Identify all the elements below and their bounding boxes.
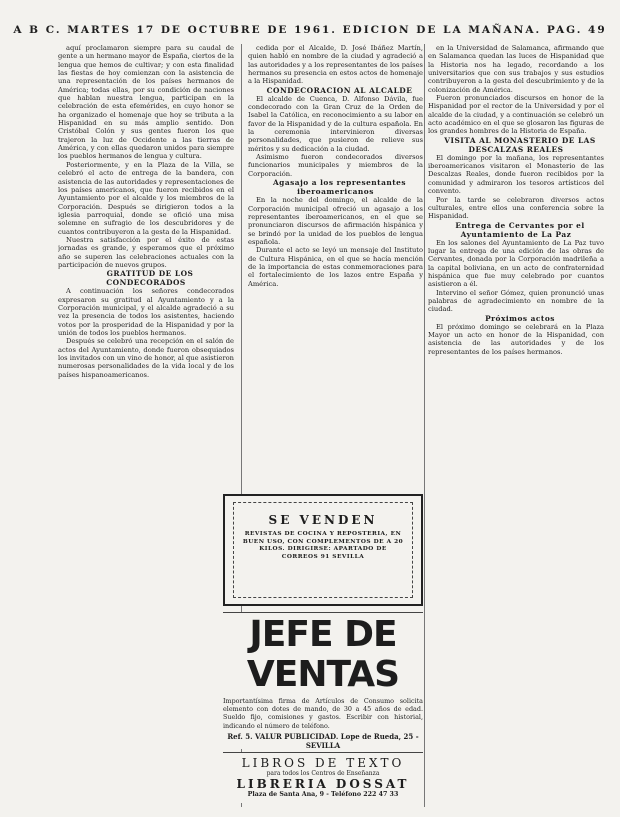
- paragraph: En la noche del domingo, el alcalde de la Corporación municipal ofreció un agasajo a los representantes iberoamericanos, en el que se pronunciaron discursos de afirmación hispánica y se brindó por la unidad de los pueblos de lengua española.: [248, 196, 423, 246]
- section-heading: VISITA AL MONASTERIO DE LAS DESCALZAS REALES: [444, 135, 596, 154]
- column-left: [58, 44, 234, 809]
- section-heading: Agasajo a los representantes iberoamericanos: [272, 178, 407, 197]
- paragraph: A continuación los señores condecorados expresaron su gratitud al Ayuntamiento y a la Corporación municipal, y el alcalde agradeció a su vez la presencia de todos los asistentes, haciendo votos por la prosperidad de la Hispanidad y por la unión de todos los pueblos hermanos.: [58, 287, 234, 337]
- ad-headline: JEFE DE VENTAS: [246, 614, 400, 695]
- column-divider: [424, 44, 425, 807]
- paragraph: El domingo por la mañana, los representantes iberoamericanos visitaron el Monasterio de las Descalzas Reales, donde fueron recibidos por la comunidad y admiraron los tesoros artísticos del convento.: [428, 153, 604, 196]
- ad-body: Importantísima firma de Artículos de Consumo solicita elemento con dotes de mando, de 30 a 45 años de edad. Sueldo fijo, comisiones y gastos. Escribir con historial, indicando el número de teléfono.: [223, 697, 423, 730]
- column-center: [248, 44, 423, 487]
- column-right: [428, 44, 604, 809]
- job-ad: [223, 612, 423, 749]
- ad-line: LIBROS DE TEXTO: [241, 756, 405, 770]
- ad-line: Plaza de Santa Ana, 9 - Teléfono 222 47 33: [247, 791, 399, 798]
- bookstore-ad: [223, 752, 423, 803]
- paragraph: aquí proclamaron siempre para su caudal de gente a un hermano mayor de España, ciertos de la lengua que hemos de cultivar; y con esta finalidad las fiestas de hoy comienzan con la asistencia de una representación de los países hermanos de América; todas ellas, por su condición de naciones que hablan nuestra lengua, participan en la celebración de esta efemérides, en cuyo honor se ha organizado el homenaje que hoy se tributa a la Hispanidad en su más amplio sentido. Don Cristóbal Colón y sus gentes fueron los que trajeron la luz de Occidente a las tierras de América, y con ellas quedaron unidos para siempre los pueblos hermanos de lengua y cultura.: [58, 44, 234, 161]
- ad-border: [233, 502, 413, 598]
- ad-title: SE VENDEN: [268, 513, 378, 527]
- paragraph: El alcalde de Cuenca, D. Alfonso Dávila, fue condecorado con la Gran Cruz de la Orden de Isabel la Católica, en reconocimiento a su labor en favor de la Hispanidad y de la cultura española. En la ceremonia intervinieron diversas personalidades, que pusieron de relieve sus méritos y su dedicación a la ciudad.: [248, 94, 423, 153]
- paragraph: Intervino el señor Gómez, quien pronunció unas palabras de agradecimiento en nombre de la ciudad.: [428, 288, 604, 314]
- section-heading: Próximos actos: [485, 313, 555, 323]
- paragraph: Por la tarde se celebraron diversos actos culturales, entre ellos una conferencia sobre la Hispanidad.: [428, 195, 604, 221]
- ad-address: Ref. 5. VALUR PUBLICIDAD. Lope de Rueda, 25 - SEVILLA: [227, 731, 419, 750]
- ad-body: REVISTAS DE COCINA Y REPOSTERIA, EN BUEN USO, CON COMPLEMENTOS DE A 20 KILOS. DIRIGIRSE: APARTADO DE CORREOS 91 SEVILLA: [242, 531, 404, 560]
- paragraph: Asimismo fueron condecorados diversos funcionarios municipales y miembros de la Corporación.: [248, 153, 423, 178]
- paragraph: Nuestra satisfacción por el éxito de estas jornadas es grande, y esperamos que el próximo año se superen las celebraciones actuales con la participación de nuevos grupos.: [58, 235, 234, 269]
- page-header: A B C. MARTES 17 DE OCTUBRE DE 1961. EDICION DE LA MAÑANA. PAG. 49: [13, 24, 607, 36]
- section-heading: CONDECORACION AL ALCALDE: [266, 85, 413, 95]
- section-heading: GRATITUD DE LOS CONDECORADOS: [106, 269, 194, 288]
- ad-line: LIBRERIA DOSSAT: [236, 777, 410, 791]
- ad-line: para todos los Centros de Enseñanza: [266, 770, 380, 777]
- paragraph: Después se celebró una recepción en el salón de actos del Ayuntamiento, donde fueron obsequiados los invitados con un vino de honor, al que asistieron numerosas personalidades de la vida local y de los países hispanoamericanos.: [58, 337, 234, 379]
- paragraph: El próximo domingo se celebrará en la Plaza Mayor un acto en honor de la Hispanidad, con asistencia de las autoridades y de los representantes de los países hermanos.: [428, 322, 604, 356]
- classified-ad-for-sale: [223, 494, 423, 606]
- paragraph: Fueron pronunciados discursos en honor de la Hispanidad por el rector de la Universidad y por el alcalde de la ciudad, y a continuación se celebró un acto académico en el que se glosaron las figuras de los grandes hombres de la Historia de España.: [428, 94, 604, 136]
- paragraph: En los salones del Ayuntamiento de La Paz tuvo lugar la entrega de una edición de las obras de Cervantes, donada por la Corporación madrileña a la capital boliviana, en un acto de confraternidad hispánica que fue muy celebrado por cuantos asistieron a él.: [428, 238, 604, 289]
- paragraph: cedida por el Alcalde, D. José Ibáñez Martín, quien habló en nombre de la ciudad y agradeció a las autoridades y a los representantes de los países hermanos su presencia en estos actos de homenaje a la Hispanidad.: [248, 44, 423, 86]
- paragraph: Durante el acto se leyó un mensaje del Instituto de Cultura Hispánica, en el que se hacía mención de la importancia de estas conmemoraciones para el fortalecimiento de los lazos entre España y América.: [248, 246, 423, 288]
- paragraph: en la Universidad de Salamanca, afirmando que en Salamanca quedan las luces de Hispanidad que la Historia nos ha legado, recordando a los universitarios que con sus trabajos y sus estudios contribuyeron a la gesta del descubrimiento y de la colonización de América.: [428, 44, 604, 94]
- section-heading: Entrega de Cervantes por el Ayuntamiento de La Paz: [455, 220, 585, 239]
- paragraph: Posteriormente, y en la Plaza de la Villa, se celebró el acto de entrega de la bandera, con asistencia de las autoridades y representaciones de los países americanos, que fueron recibidos en el Ayuntamiento por el alcalde y los miembros de la Corporación. Después se dirigieron todos a la iglesia parroquial, donde se ofició una misa solemne en sufragio de los descubridores y de cuantos contribuyeron a la gesta de la Hispanidad.: [58, 160, 234, 236]
